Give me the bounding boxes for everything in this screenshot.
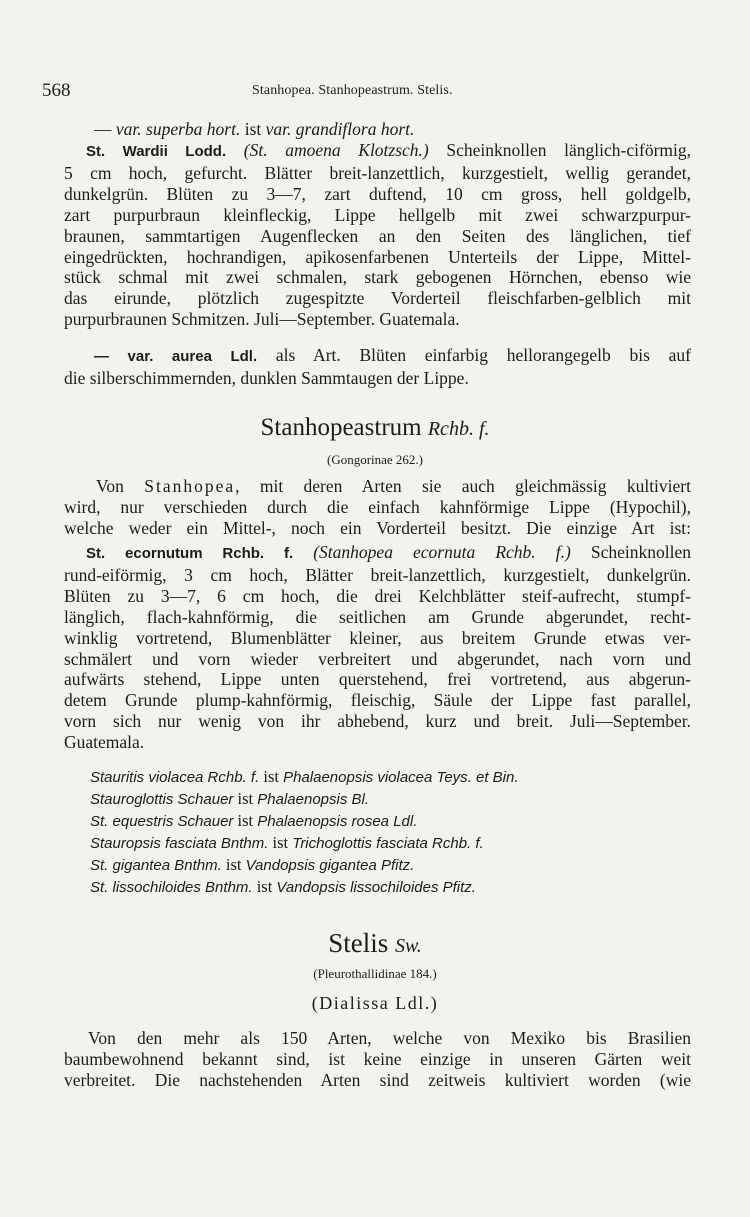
page-header	[42, 80, 692, 104]
text-line: vorn sich nur wenig von ihr abhebend, kurz und breit. Juli—September.	[64, 711, 691, 732]
species-name-ecornutum: St. ecornutum Rchb. f.	[86, 545, 294, 562]
text-line: stück schmal mit zwei schmalen, stark gebogenen Hörnchen, ebenso wie	[64, 267, 691, 288]
text-line: detem Grunde plump-kahnförmig, fleischig, Säule der Lippe fast parallel,	[64, 690, 691, 711]
genus-name: Stelis	[328, 928, 389, 958]
text-line: wird, nur verschieden durch die einfach kahnförmige Lippe (Hypochil),	[64, 496, 691, 517]
text-line: eingedrückten, hochrandigen, apikosenfarbenen Unterteils der Lippe, Mittel-	[64, 246, 691, 267]
genus-subtitle-stelis: (Pleurothallidinae 184.)	[313, 966, 437, 981]
text-line: 5 cm hoch, gefurcht. Blätter breit-lanzettlich, kurzgestielt, wellig gerandet,	[64, 162, 691, 183]
synonym-entry: St. equestris Schauer ist Phalaenopsis rosea Ldl.	[90, 811, 418, 830]
text-line: länglich, flach-kahnförmig, die seitlichen am Grunde abgerundet, recht-	[64, 606, 691, 627]
genus-synonym-stelis: (Dialissa Ldl.)	[311, 993, 439, 1013]
text-line: Von Stanhopea, mit deren Arten sie auch gleichmässig kultiviert	[96, 476, 691, 496]
genus-subtitle-stanhopeastrum: (Gongorinae 262.)	[326, 452, 424, 467]
text-line: purpurbraunen Schmitzen. Juli—September. Guatemala.	[64, 309, 460, 330]
synonym-entry: St. gigantea Bnthm. ist Vandopsis gigantea Pfitz.	[90, 855, 415, 874]
synonym-entry: St. lissochiloides Bnthm. ist Vandopsis lissochiloides Pfitz.	[90, 877, 476, 896]
var-aurea-name: — var. aurea Ldl.	[94, 348, 258, 365]
text-line: verbreitet. Die nachstehenden Arten sind zeitweis kultiviert worden (wie	[64, 1069, 691, 1090]
text-line: Guatemala.	[64, 732, 145, 753]
var-aurea-paragraph	[64, 345, 691, 389]
text-line: Von den mehr als 150 Arten, welche von Mexiko bis Brasilien	[88, 1028, 691, 1048]
text-line: winklig vortretend, Blumenblätter kleiner, aus breitem Grunde etwas ver-	[64, 627, 691, 648]
stanhopeastrum-intro	[64, 476, 691, 539]
text-line: baumbewohnend bekannt sind, ist keine einzige in unseren Gärten weit	[64, 1048, 691, 1069]
var-superba-mid: ist	[240, 119, 266, 139]
text-line: rund-eiförmig, 3 cm hoch, Blätter breit-lanzettlich, kurzgestielt, dunkelgrün.	[64, 564, 691, 585]
genus-author: Rchb. f.	[427, 418, 490, 440]
stelis-intro	[64, 1028, 691, 1091]
genus-name: Stanhopeastrum	[260, 414, 422, 441]
genus-heading-stanhopeastrum	[0, 414, 750, 442]
ecornutum-paragraph	[64, 542, 691, 753]
synonym-entry: Stauroglottis Schauer ist Phalaenopsis Bl.	[90, 789, 370, 808]
synonym-entry: Stauropsis fasciata Bnthm. ist Trichoglottis fasciata Rchb. f.	[90, 833, 484, 852]
synonym-entry: Stauritis violacea Rchb. f. ist Phalaenopsis violacea Teys. et Bin.	[90, 767, 519, 786]
synonym-amoena: (St. amoena Klotzsch.)	[243, 140, 429, 160]
text-line: aufwärts stehend, Lippe unten querstehend, frei vortretend, aus abgerun-	[64, 669, 691, 690]
text-line: — var. aurea Ldl. als Art. Blüten einfarbig hellorangegelb bis auf	[94, 345, 691, 365]
var-superba-line	[86, 119, 691, 140]
var-superba-name: var. superba hort.	[115, 119, 241, 139]
text-line: das eirunde, plötzlich zugespitzte Vorderteil fleischfarben-gelblich mit	[64, 288, 691, 309]
species-name-wardii: St. Wardii Lodd.	[86, 143, 227, 160]
synonym-list	[90, 766, 650, 898]
text-line: braunen, sammtartigen Augenflecken an den Seiten des länglichen, tief	[64, 225, 691, 246]
wardii-paragraph	[64, 140, 691, 330]
text-line: dunkelgrün. Blüten zu 3—7, zart duftend, 10 cm gross, hell goldgelb,	[64, 183, 691, 204]
var-superba-target: var. grandiflora hort.	[265, 119, 415, 139]
text-line: St. ecornutum Rchb. f. (Stanhopea ecornuta Rchb. f.) Scheinknollen	[86, 542, 691, 562]
text-line: Blüten zu 3—7, 6 cm hoch, die drei Kelchblätter steif-aufrecht, stumpf-	[64, 585, 691, 606]
genus-author: Sw.	[394, 935, 422, 957]
text-line: welche weder ein Mittel-, noch ein Vorderteil besitzt. Die einzige Art ist:	[64, 517, 691, 538]
text-line: St. Wardii Lodd. (St. amoena Klotzsch.) Scheinknollen länglich-ciförmig,	[86, 140, 691, 160]
text-line: die silberschimmernden, dunklen Sammtaugen der Lippe.	[64, 367, 469, 388]
genus-reference: Stanhopea	[144, 476, 236, 496]
running-head: Stanhopea. Stanhopeastrum. Stelis.	[252, 83, 453, 98]
text-line: zart purpurbraun kleinfleckig, Lippe hellgelb mit zwei schwarzpurpur-	[64, 204, 691, 225]
genus-heading-stelis	[0, 928, 750, 959]
text-line: schmälert und vorn wieder verbreitert und abgerundet, nach vorn und	[64, 648, 691, 669]
var-superba-prefix: —	[94, 119, 116, 139]
page-number: 568	[42, 80, 71, 101]
synonym-ecornuta: (Stanhopea ecornuta Rchb. f.)	[313, 542, 571, 562]
